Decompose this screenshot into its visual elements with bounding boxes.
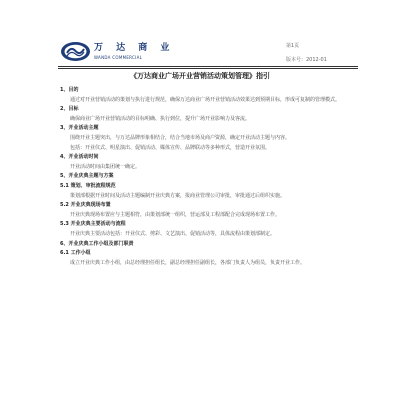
body-text-line: 包括：开业仪式、明星演出、促销活动、媒体宣传、品牌联动等多种形式，营造开业氛围。	[70, 144, 271, 151]
document-title: 《万达商业广场开业营销活动策划管理》指引	[130, 72, 270, 80]
section-heading: 5.2 开业庆典现场布置	[60, 202, 111, 209]
header-divider-thin	[58, 68, 358, 69]
section-heading: 5、开业庆典主题与方案	[60, 173, 114, 180]
section-heading: 6、开业庆典工作小组及部门职责	[60, 240, 134, 247]
header-divider	[58, 66, 358, 67]
document-body	[60, 86, 360, 268]
company-name: 万 达 商 业	[94, 43, 175, 53]
section-heading: 3、开业活动主题	[60, 125, 99, 132]
section-heading: 5.1 策划、审批流程规范	[60, 182, 116, 189]
version-number: 版本号：2012-01	[286, 57, 327, 63]
body-text-line: 策划部根据开业时间及活动主题编制开业庆典方案，报商业管理公司审批，审批通过后组织实施。	[70, 192, 286, 199]
wanda-logo-icon	[60, 41, 91, 62]
body-text-line: 开业庆典主要活动包括：开业仪式、剪彩、文艺演出、促销活动等，具体流程由策划部制定。	[70, 230, 276, 237]
body-text-line: 确保商业广场开业营销活动的目标明确、执行到位，提升广场开业影响力及客流。	[70, 115, 251, 122]
section-heading: 5.3 开业庆典主要活动与流程	[60, 221, 126, 228]
company-logo-text	[94, 40, 174, 60]
section-heading: 2、目标	[60, 106, 79, 113]
body-text-line: 围绕开业主题突出，与万达品牌形象相结合，结合当地市场及商户资源，确定开业活动主题与内容。	[70, 134, 291, 141]
body-text-line: 开业庆典现场布置应与主题相符，由策划部统一组织，营运部及工程部配合完成现场布置工作。	[70, 211, 281, 218]
section-heading: 6.1 工作小组	[60, 250, 91, 257]
body-text-line: 通过对开业营销活动的策划与执行进行规范，确保万达商业广场开业营销活动效果达到预期目标，形成可复制的管理模式。	[70, 96, 341, 103]
page-number: 第1页	[286, 43, 300, 49]
section-heading: 4、开业活动时间	[60, 154, 99, 161]
section-heading: 1、目的	[60, 87, 79, 93]
company-name-en: WANDA COMMERCIAL	[94, 55, 143, 60]
body-text-line: 开业活动时间由集团统一确定。	[70, 163, 141, 170]
body-text-line: 成立开业庆典工作小组，由总经理担任组长，副总经理担任副组长，各部门负责人为组员，负责开业工作。	[70, 259, 306, 266]
